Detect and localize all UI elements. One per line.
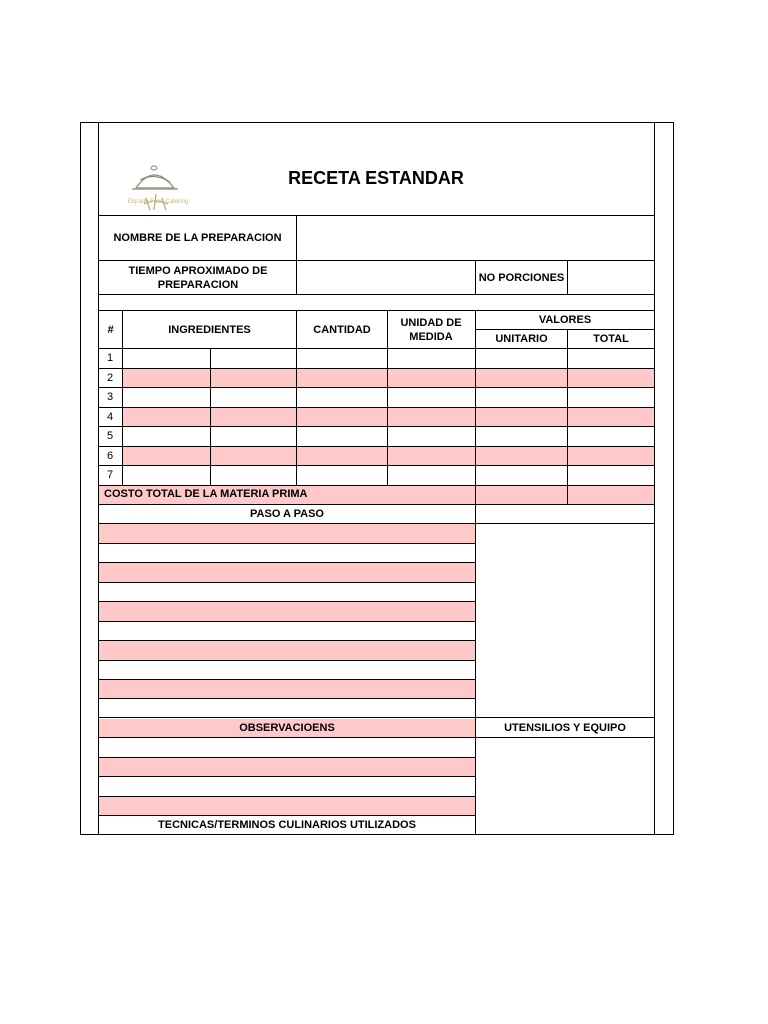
grid-line	[122, 310, 123, 485]
tiempo-value[interactable]	[297, 261, 475, 294]
observaciones-heading: OBSERVACIOENS	[239, 721, 335, 734]
grid-line	[98, 582, 475, 583]
grid-line	[98, 660, 475, 661]
grid-line	[98, 465, 654, 466]
grid-line	[98, 601, 475, 602]
grid-line	[210, 348, 211, 485]
grid-line	[98, 426, 654, 427]
grid-line	[98, 348, 654, 349]
grid-line	[98, 796, 475, 797]
step-line-highlight	[99, 680, 475, 699]
row-number: 1	[107, 352, 114, 364]
grid-line	[98, 122, 99, 835]
ingredient-row-highlight	[123, 369, 654, 387]
header-num: #	[107, 323, 114, 336]
grid-line	[98, 368, 654, 369]
observacion-line-highlight	[99, 758, 475, 776]
grid-line	[475, 310, 476, 835]
grid-line	[98, 407, 654, 408]
grid-line	[475, 260, 476, 294]
grid-line	[476, 329, 654, 330]
grid-line	[654, 122, 655, 835]
grid-line	[98, 294, 654, 295]
grid-line	[98, 387, 654, 388]
observacion-line-highlight	[99, 797, 475, 815]
grid-line	[98, 698, 475, 699]
grid-line	[476, 717, 654, 718]
row-number: 2	[107, 371, 114, 384]
header-unidad: UNIDAD DE MEDIDA	[400, 316, 462, 343]
grid-line	[567, 260, 568, 294]
step-line-highlight	[99, 641, 475, 660]
grid-line	[98, 757, 475, 758]
utensilios-heading: UTENSILIOS Y EQUIPO	[504, 721, 626, 734]
grid-line	[98, 310, 654, 311]
tiempo-label: TIEMPO APROXIMADO DE PREPARACION	[128, 264, 268, 291]
paso-a-paso-heading: PASO A PASO	[250, 507, 324, 520]
grid-line	[98, 776, 475, 777]
grid-line	[80, 122, 674, 123]
grid-line	[673, 122, 674, 835]
grid-line	[98, 737, 475, 738]
grid-line	[98, 717, 475, 718]
grid-line	[98, 562, 475, 563]
tecnicas-heading: TECNICAS/TERMINOS CULINARIOS UTILIZADOS	[158, 818, 416, 831]
header-unitario: UNITARIO	[495, 333, 548, 345]
header-total: TOTAL	[593, 333, 629, 345]
header-valores: VALORES	[538, 314, 592, 326]
header-ingredientes: INGREDIENTES	[168, 323, 251, 336]
row-number: 5	[107, 430, 114, 442]
grid-line	[387, 310, 388, 485]
step-line-highlight	[99, 524, 475, 543]
grid-line	[98, 640, 475, 641]
grid-line	[98, 815, 475, 816]
grid-line	[80, 834, 674, 835]
row-number: 6	[107, 449, 114, 462]
grid-line	[98, 260, 654, 261]
logo-text: Elgrado Food Catering	[127, 199, 189, 205]
ingredient-row-highlight	[123, 408, 654, 426]
ingredient-row-highlight	[123, 447, 654, 465]
step-line-highlight	[99, 563, 475, 582]
grid-line	[98, 679, 475, 680]
grid-line	[98, 485, 654, 486]
porciones-label: NO PORCIONES	[478, 271, 565, 284]
grid-line	[296, 310, 297, 485]
porciones-value[interactable]	[568, 261, 654, 294]
grid-line	[296, 215, 297, 294]
row-number: 3	[107, 391, 114, 403]
step-line-highlight	[99, 602, 475, 621]
costo-total-label: COSTO TOTAL DE LA MATERIA PRIMA	[104, 488, 308, 500]
header-cantidad: CANTIDAD	[313, 323, 371, 336]
row-number: 7	[107, 469, 114, 481]
page-title: RECETA ESTANDAR	[288, 168, 464, 188]
grid-line	[98, 621, 475, 622]
grid-line	[98, 523, 654, 524]
nombre-label: NOMBRE DE LA PREPARACION	[113, 232, 282, 244]
grid-line	[98, 543, 475, 544]
grid-line	[98, 215, 654, 216]
grid-line	[98, 446, 654, 447]
grid-line	[567, 329, 568, 504]
nombre-value[interactable]	[297, 216, 654, 260]
row-number: 4	[107, 410, 114, 423]
grid-line	[98, 504, 654, 505]
grid-line	[80, 122, 81, 835]
grid-line	[476, 737, 654, 738]
